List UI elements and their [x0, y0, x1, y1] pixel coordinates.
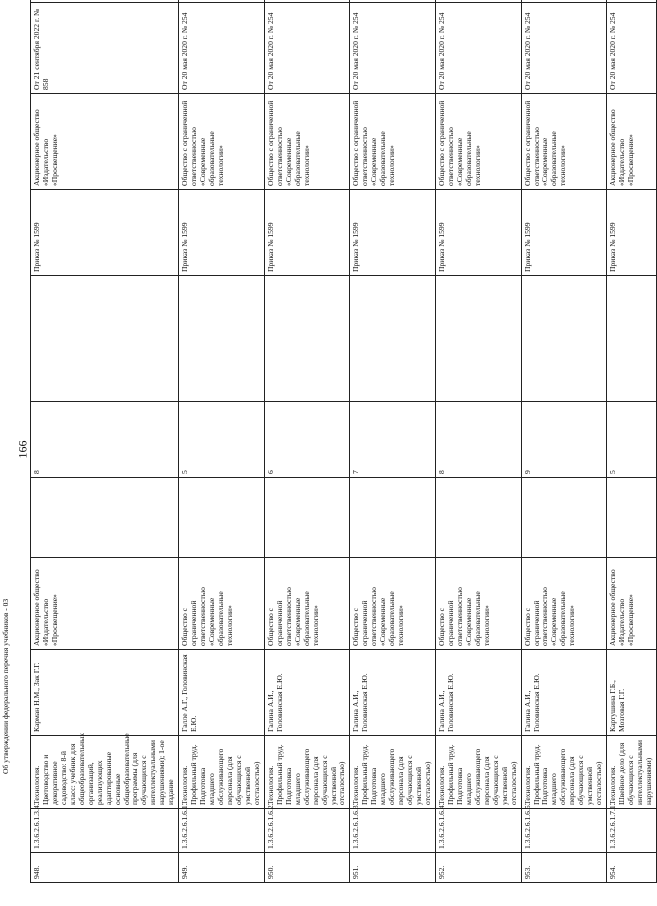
row-blank — [435, 478, 521, 558]
row-order: Приказ № 1599 — [521, 190, 607, 276]
rotated-page — [30, 3, 653, 883]
row-date: От 20 мая 2020 г. № 254 — [607, 3, 657, 94]
row-blank — [521, 478, 607, 558]
row-grade: 9 — [521, 402, 607, 478]
row-blank — [435, 276, 521, 402]
row-date: От 20 мая 2020 г. № 254 — [435, 3, 521, 94]
row-publisher-2: Общество с ограниченной ответственностью «Современные образовательные технологии» — [350, 94, 436, 190]
row-order: Приказ № 1599 — [607, 190, 657, 276]
row-order: Приказ № 1599 — [179, 190, 265, 276]
row-blank — [31, 478, 179, 558]
row-date: От 20 мая 2020 г. № 254 — [264, 3, 350, 94]
row-publisher: Акционерное общество «Издательство «Просвещение» — [31, 558, 179, 650]
row-authors: Карман Н.М., Зак Г.Г. — [31, 650, 179, 736]
table-row — [31, 0, 179, 883]
row-code: 1.3.6.2.6.1.6.5. — [521, 809, 607, 853]
row-title: Технология. Цветоводство и декоративное садоводство: 8-й класс: учебник для общеобразовательных организаций, реализующих адаптированные основные общеобразовательные программы (для обучающихся с интеллектуальными нарушениями); 1-ое издание — [31, 736, 179, 809]
row-publisher-2: Акционерное общество «Издательство «Просвещение» — [31, 94, 179, 190]
table-row — [607, 0, 657, 883]
row-blank — [179, 276, 265, 402]
footer-text: Об утверждении федерального перечня учебников - 03 — [1, 598, 10, 774]
row-authors: Галле А.Г., Головинская Е.Ю. — [179, 650, 265, 736]
row-number: 950. — [264, 853, 350, 883]
row-publisher-2: Общество с ограниченной ответственностью «Современные образовательные технологии» — [521, 94, 607, 190]
row-valid-until — [179, 0, 265, 3]
row-valid-until — [435, 0, 521, 3]
row-date: От 20 мая 2020 г. № 254 — [179, 3, 265, 94]
row-valid-until — [350, 0, 436, 3]
row-blank — [264, 478, 350, 558]
row-date: От 20 мая 2020 г. № 254 — [521, 3, 607, 94]
row-authors: Картушина Г.Б., Мозговая Г.Г. — [607, 650, 657, 736]
row-order: Приказ № 1599 — [350, 190, 436, 276]
row-blank — [521, 276, 607, 402]
row-title: Технология. Швейное дело (для обучающихся с интеллектуальными нарушениями) — [607, 736, 657, 809]
row-number: 953. — [521, 853, 607, 883]
row-valid-until — [521, 0, 607, 3]
row-publisher-2: Общество с ограниченной ответственностью «Современные образовательные технологии» — [179, 94, 265, 190]
row-order: Приказ № 1599 — [435, 190, 521, 276]
row-publisher: Общество с ограниченной ответственностью «Современные образовательные технологии» — [521, 558, 607, 650]
row-authors: Галина А.И., Головинская Е.Ю. — [350, 650, 436, 736]
row-blank — [179, 478, 265, 558]
table-row — [521, 0, 607, 883]
row-order: Приказ № 1599 — [31, 190, 179, 276]
row-publisher: Общество с ограниченной ответственностью «Современные образовательные технологии» — [179, 558, 265, 650]
row-grade: 5 — [607, 402, 657, 478]
page-number: 166 — [15, 440, 30, 459]
row-order: Приказ № 1599 — [264, 190, 350, 276]
row-valid-until — [264, 0, 350, 3]
row-authors: Галина А.И., Головинская Е.Ю. — [264, 650, 350, 736]
row-valid-until — [607, 0, 657, 3]
row-publisher-2: Акционерное общество «Издательство «Просвещение» — [607, 94, 657, 190]
row-code: 1.3.6.2.6.1.3.4. — [31, 809, 179, 853]
row-blank — [31, 276, 179, 402]
row-blank — [607, 276, 657, 402]
row-authors: Галина А.И., Головинская Е.Ю. — [435, 650, 521, 736]
row-title: Технология. Профильный труд. Подготовка младшего обслуживающего персонала (для обучающихся с умственной отсталостью) — [264, 736, 350, 809]
table-row — [179, 0, 265, 883]
row-code: 1.3.6.2.6.1.6.4. — [435, 809, 521, 853]
row-blank — [264, 276, 350, 402]
row-number: 949. — [179, 853, 265, 883]
table-row — [350, 0, 436, 883]
row-authors: Галина А.И., Головинская Е.Ю. — [521, 650, 607, 736]
row-grade: 5 — [179, 402, 265, 478]
row-publisher: Общество с ограниченной ответственностью «Современные образовательные технологии» — [264, 558, 350, 650]
table-row — [264, 0, 350, 883]
row-code: 1.3.6.2.6.1.6.1. — [179, 809, 265, 853]
row-publisher-2: Общество с ограниченной ответственностью «Современные образовательные технологии» — [264, 94, 350, 190]
row-code: 1.3.6.2.6.1.7.1. — [607, 809, 657, 853]
row-blank — [607, 478, 657, 558]
row-date: От 21 сентября 2022 г. № 858 — [31, 3, 179, 94]
row-number: 952. — [435, 853, 521, 883]
row-number: 948. — [31, 853, 179, 883]
row-publisher: Акционерное общество «Издательство «Просвещение» — [607, 558, 657, 650]
row-title: Технология. Профильный труд. Подготовка младшего обслуживающего персонала (для обучающихся с умственной отсталостью) — [435, 736, 521, 809]
row-publisher: Общество с ограниченной ответственностью «Современные образовательные технологии» — [435, 558, 521, 650]
row-publisher: Общество с ограниченной ответственностью «Современные образовательные технологии» — [350, 558, 436, 650]
row-number: 954. — [607, 853, 657, 883]
row-grade: 6 — [264, 402, 350, 478]
row-grade: 7 — [350, 402, 436, 478]
row-publisher-2: Общество с ограниченной ответственностью «Современные образовательные технологии» — [435, 94, 521, 190]
row-date: От 20 мая 2020 г. № 254 — [350, 3, 436, 94]
table-row — [435, 0, 521, 883]
row-blank — [350, 276, 436, 402]
row-code: 1.3.6.2.6.1.6.2. — [264, 809, 350, 853]
row-number: 951. — [350, 853, 436, 883]
row-blank — [350, 478, 436, 558]
row-grade: 8 — [435, 402, 521, 478]
row-title: Технология. Профильный труд. Подготовка младшего обслуживающего персонала (для обучающихся с умственной отсталостью) — [179, 736, 265, 809]
row-code: 1.3.6.2.6.1.6.3. — [350, 809, 436, 853]
row-title: Технология. Профильный труд. Подготовка младшего обслуживающего персонала (для обучающихся с умственной отсталостью) — [521, 736, 607, 809]
textbook-table — [30, 0, 657, 883]
row-title: Технология. Профильный труд. Подготовка младшего обслуживающего персонала (для обучающихся с умственной отсталостью) — [350, 736, 436, 809]
row-valid-until — [31, 0, 179, 3]
row-grade: 8 — [31, 402, 179, 478]
